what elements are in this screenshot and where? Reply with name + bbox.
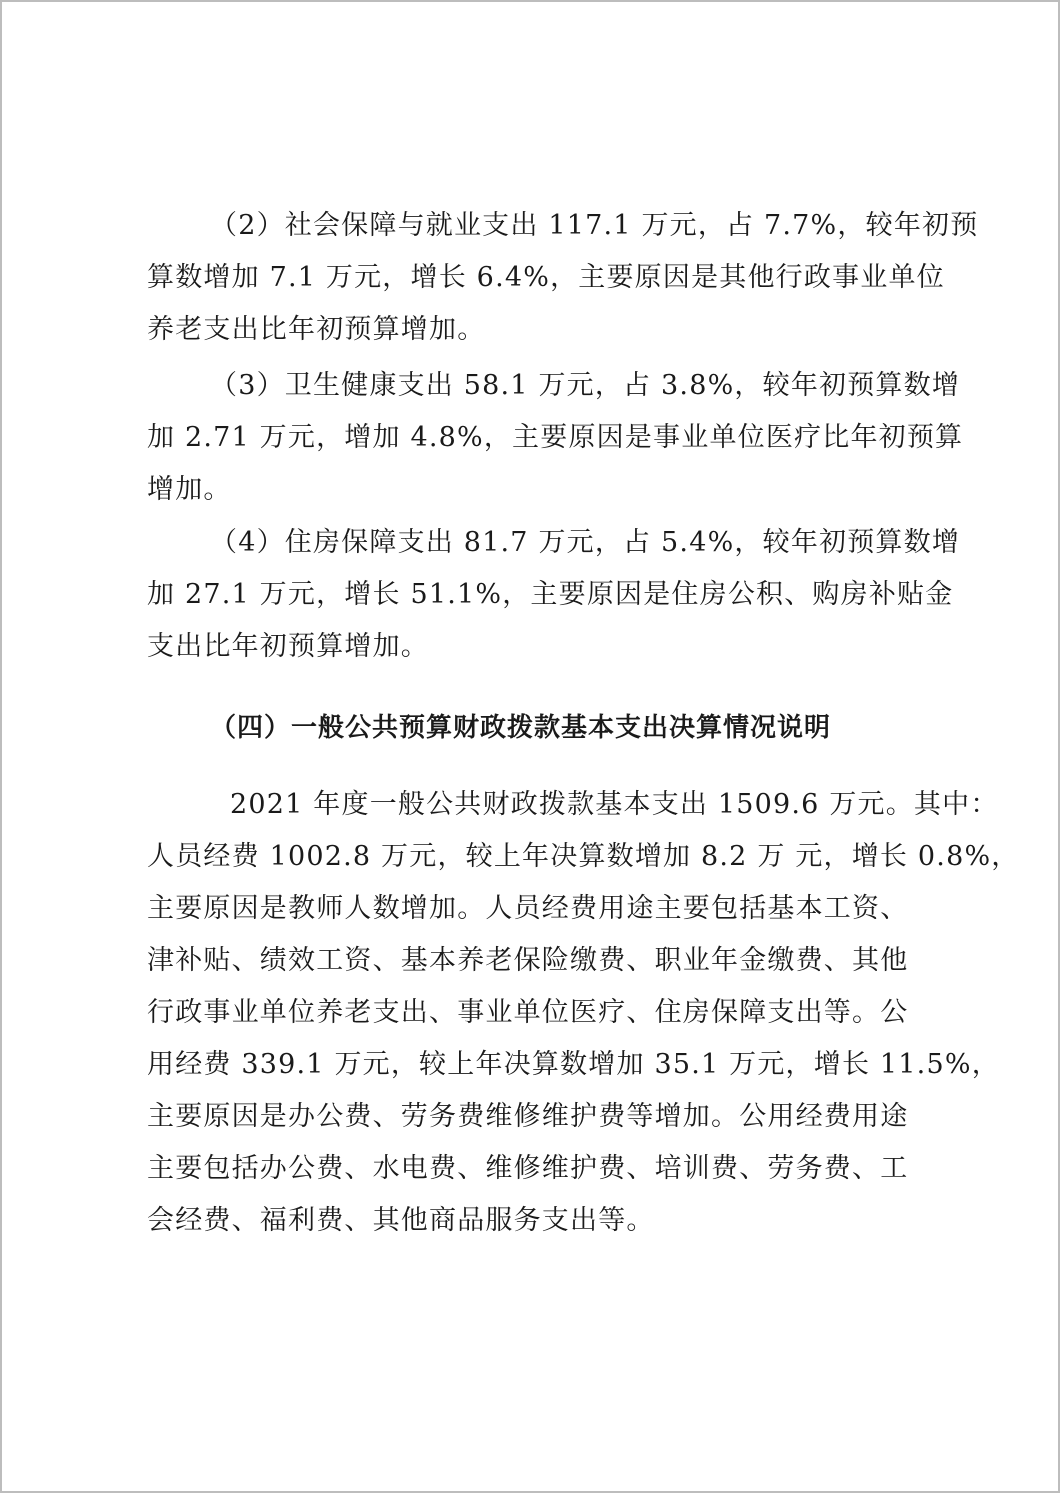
text-line: （2）社会保障与就业支出 117.1 万元，占 7.7%，较年初预 xyxy=(210,210,979,241)
text-line: （4）住房保障支出 81.7 万元，占 5.4%，较年初预算数增 xyxy=(210,527,961,558)
text-line: 支出比年初预算增加。 xyxy=(147,631,429,662)
text-line: 算数增加 7.1 万元，增长 6.4%，主要原因是其他行政事业单位 xyxy=(147,262,945,293)
text-line: 加 2.71 万元，增加 4.8%，主要原因是事业单位医疗比年初预算 xyxy=(147,422,964,453)
text-line: 会经费、福利费、其他商品服务支出等。 xyxy=(147,1205,655,1236)
text-line: 2021 年度一般公共财政拨款基本支出 1509.6 万元。其中： xyxy=(230,789,999,820)
paragraph-social-security xyxy=(147,200,979,356)
section-heading: （四）一般公共预算财政拨款基本支出决算情况说明 xyxy=(210,713,832,743)
text-line: 津补贴、绩效工资、基本养老保险缴费、职业年金缴费、其他 xyxy=(147,945,909,976)
text-line: 养老支出比年初预算增加。 xyxy=(147,314,486,345)
text-line: 主要原因是办公费、劳务费维修维护费等增加。公用经费用途 xyxy=(147,1101,909,1132)
text-line: 行政事业单位养老支出、事业单位医疗、住房保障支出等。公 xyxy=(147,997,909,1028)
text-line: 用经费 339.1 万元，较上年决算数增加 35.1 万元，增长 11.5%， xyxy=(147,1049,1000,1080)
paragraph-housing xyxy=(147,517,961,673)
paragraph-health xyxy=(147,360,964,516)
text-line: 主要原因是教师人数增加。人员经费用途主要包括基本工资、 xyxy=(147,893,909,924)
paragraph-basic-expenditure xyxy=(147,779,1020,1247)
text-line: 人员经费 1002.8 万元，较上年决算数增加 8.2 万 元，增长 0.8%， xyxy=(147,841,1020,872)
text-line: 增加。 xyxy=(147,474,232,505)
text-line: 主要包括办公费、水电费、维修维护费、培训费、劳务费、工 xyxy=(147,1153,909,1184)
text-line: 加 27.1 万元，增长 51.1%，主要原因是住房公积、购房补贴金 xyxy=(147,579,954,610)
text-line: （3）卫生健康支出 58.1 万元，占 3.8%，较年初预算数增 xyxy=(210,370,961,401)
